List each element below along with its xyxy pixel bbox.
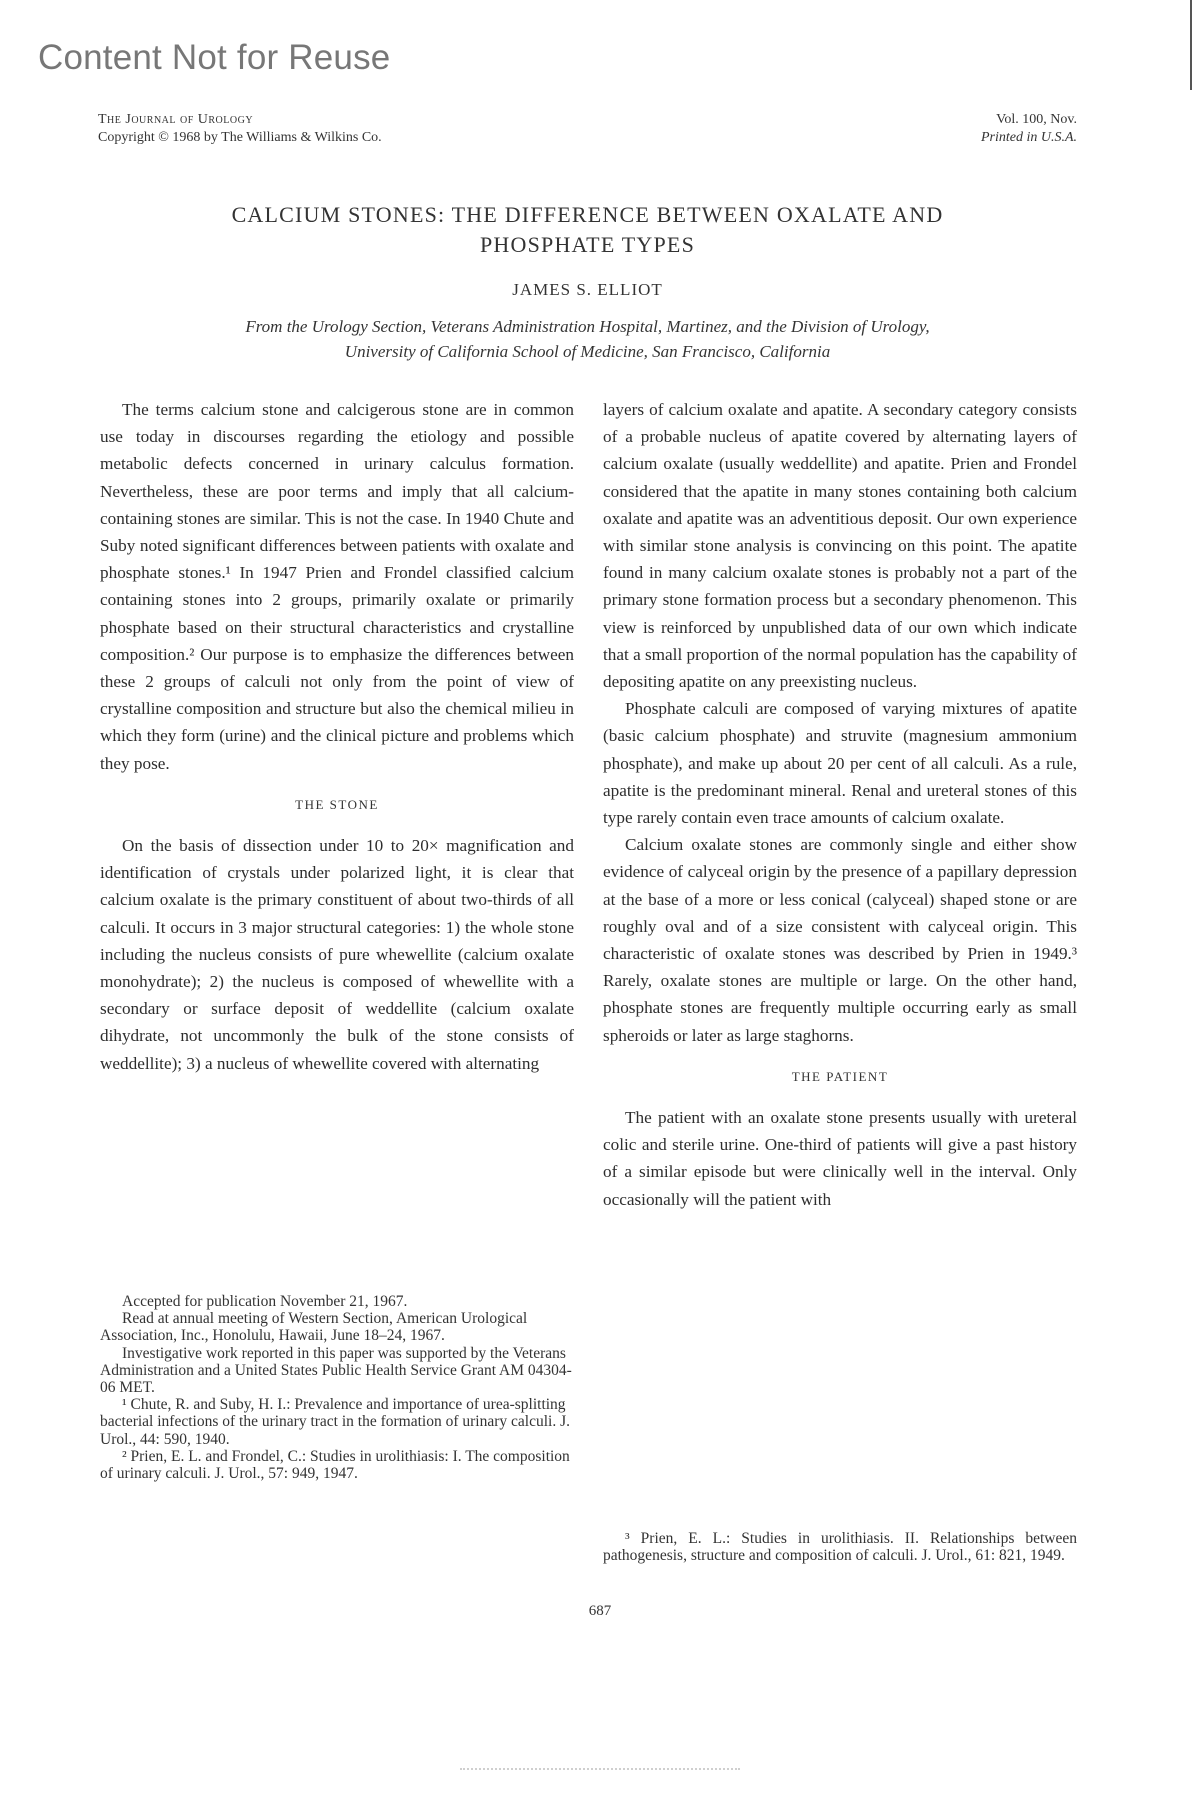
page-number: 687 bbox=[588, 1603, 612, 1619]
scan-artifact bbox=[460, 1768, 740, 1772]
journal-name: The Journal of Urology bbox=[98, 112, 254, 127]
footnote-1: ¹ Chute, R. and Suby, H. I.: Prevalence and importance of urea-splitting bacterial infections of the urinary tract in the formation of urinary calculi. J. Urol., 44: 590, 1940. bbox=[100, 1396, 570, 1448]
affiliation-line-1: From the Urology Section, Veterans Administration Hospital, Martinez, and the Division of Urology, bbox=[245, 317, 930, 336]
printed-line: Printed in U.S.A. bbox=[980, 130, 1077, 145]
patient-paragraph-1: The patient with an oxalate stone presents usually with ureteral colic and sterile urine. One-third of patients will give a past history of a similar episode but were clinically well in the interval. Only occasionally will the patient with bbox=[603, 1108, 1077, 1209]
left-column bbox=[100, 396, 574, 1077]
note-accepted: Accepted for publication November 21, 1967. bbox=[122, 1293, 408, 1310]
right-footnotes bbox=[603, 1530, 1077, 1564]
intro-paragraph: The terms calcium stone and calcigerous stone are in common use today in discourses regarding the etiology and possible metabolic defects concerned in urinary calculus formation. Nevertheless, these are poor terms and imply that all calcium-containing stones are similar. This is not the case. In 1940 Chute and Suby noted significant differences between patients with oxalate and phosphate stones.¹ In 1947 Prien and Frondel classified calcium containing stones into 2 groups, primarily oxalate or primarily phosphate based on their structural characteristics and crystalline composition.² Our purpose is to emphasize the differences between these 2 groups of calculi not only from the point of view of crystalline composition and structure but also the chemical milieu in which they form (urine) and the clinical picture and problems which they pose. bbox=[100, 400, 574, 773]
affiliation-line-2: University of California School of Medicine, San Francisco, California bbox=[344, 342, 831, 361]
stone-paragraph-1-continued: layers of calcium oxalate and apatite. A secondary category consists of a probable nucleus of apatite covered by alternating layers of calcium oxalate (usually weddellite) and apatite. Prien and Frondel considered that the apatite in many stones containing both calcium oxalate and apatite was an adventitious deposit. Our own experience with similar stone analysis is convincing on this point. The apatite found in many calcium oxalate stones is probably not a part of the primary stone formation process but a secondary phenomenon. This view is reinforced by unpublished data of our own which indicate that a small proportion of the normal population has the capability of depositing apatite on any preexisting nucleus. bbox=[603, 400, 1077, 692]
scan-edge-line bbox=[1190, 0, 1192, 90]
note-read: Read at annual meeting of Western Section, American Urological Association, Inc., Honolulu, Hawaii, June 18–24, 1967. bbox=[100, 1310, 528, 1345]
footnote-3: ³ Prien, E. L.: Studies in urolithiasis. II. Relationships between pathogenesis, structure and composition of calculi. J. Urol., 61: 821, 1949. bbox=[603, 1530, 1077, 1565]
note-support: Investigative work reported in this paper was supported by the Veterans Administration and a United States Public Health Service Grant AM 04304-06 MET. bbox=[100, 1344, 572, 1397]
section-heading-patient: THE PATIENT bbox=[791, 1068, 889, 1084]
stone-paragraph-3: Calcium oxalate stones are commonly single and either show evidence of calyceal origin by the presence of a papillary depression at the base of a more or less conical (calyceal) shaped stone or are roughly oval and of a size consistent with calyceal origin. This characteristic of oxalate stones was described by Prien in 1949.³ Rarely, oxalate stones are multiple or large. On the other hand, phosphate stones are frequently multiple occurring early as small spheroids or later as large staghorns. bbox=[603, 835, 1077, 1045]
article-title bbox=[98, 200, 1077, 260]
left-footnotes bbox=[100, 1293, 574, 1482]
stone-paragraph-2: Phosphate calculi are composed of varying mixtures of apatite (basic calcium phosphate) and struvite (magnesium ammonium phosphate), and make up about 20 per cent of all calculi. As a rule, apatite is the predominant mineral. Renal and ureteral stones of this type rarely contain even trace amounts of calcium oxalate. bbox=[603, 699, 1077, 828]
running-header-left bbox=[98, 111, 382, 147]
affiliation bbox=[98, 314, 1077, 364]
running-header-right bbox=[981, 111, 1077, 147]
volume-line: Vol. 100, Nov. bbox=[996, 112, 1077, 127]
right-column bbox=[603, 396, 1077, 1213]
author-name: JAMES S. ELLIOT bbox=[512, 280, 663, 299]
watermark-text: Content Not for Reuse bbox=[38, 38, 391, 77]
title-line-1: CALCIUM STONES: THE DIFFERENCE BETWEEN OXALATE AND bbox=[231, 202, 944, 227]
copyright-line: Copyright © 1968 by The Williams & Wilkins Co. bbox=[98, 130, 382, 145]
title-line-2: PHOSPHATE TYPES bbox=[479, 232, 696, 257]
footnote-2: ² Prien, E. L. and Frondel, C.: Studies in urolithiasis: I. The composition of urinary calculi. J. Urol., 57: 949, 1947. bbox=[100, 1447, 570, 1483]
stone-paragraph-1: On the basis of dissection under 10 to 20× magnification and identification of crystals under polarized light, it is clear that calcium oxalate is the primary constituent of about two-thirds of all calculi. It occurs in 3 major structural categories: 1) the whole stone including the nucleus consists of pure whewellite (calcium oxalate monohydrate); 2) the nucleus is composed of whewellite with a secondary or surface deposit of weddellite (calcium oxalate dihydrate, not uncommonly the bulk of the stone consists of weddellite); 3) a nucleus of whewellite covered with alternating bbox=[100, 836, 574, 1073]
section-heading-stone: THE STONE bbox=[295, 796, 379, 812]
